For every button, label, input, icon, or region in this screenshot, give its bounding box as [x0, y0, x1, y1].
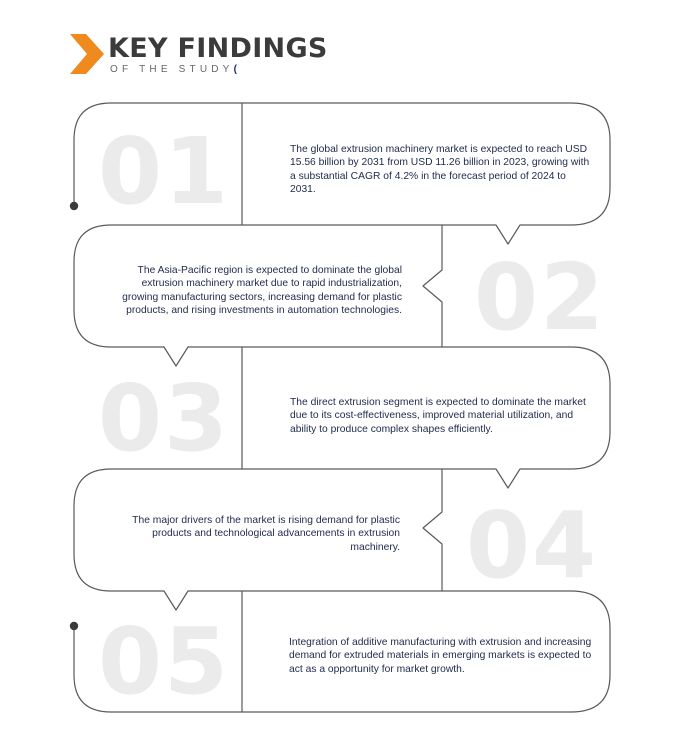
- finding-number-01: 01: [98, 118, 231, 225]
- page-title: KEY FINDINGS: [108, 33, 328, 64]
- finding-number-04: 04: [466, 492, 599, 599]
- page-subtitle: OF THE STUDY(: [110, 64, 237, 75]
- divider-02: [423, 225, 442, 347]
- finding-text-04: The major drivers of the market is rising demand for plastic products and technological advancements in extrusion machinery.: [132, 515, 400, 553]
- finding-text-01: The global extrusion machinery market is expected to reach USD 15.56 billion by 2031 from USD 11.26 billion in 2023, growing with a substantial CAGR of 4.2% in the forecast period of 2024 to 2031.: [290, 144, 590, 196]
- finding-text-05: Integration of additive manufacturing with extrusion and increasing demand for extruded materials in emerging markets is expected to act as a opportunity for market growth.: [289, 637, 592, 675]
- divider-04: [423, 469, 442, 591]
- end-dot: [70, 622, 78, 630]
- finding-text-02: The Asia-Pacific region is expected to dominate the global extrusion machinery market due to rapid industrialization, growing manufacturing sectors, increasing demand for plastic products, and rising investments in automation technologies.: [122, 265, 402, 317]
- finding-number-03: 03: [98, 365, 231, 472]
- finding-number-05: 05: [98, 608, 231, 715]
- start-dot: [70, 202, 78, 210]
- finding-number-02: 02: [474, 244, 607, 351]
- finding-text-03: The direct extrusion segment is expected to dominate the market due to its cost-effectiveness, improved material utilization, and ability to produce complex shapes efficiently.: [290, 397, 586, 435]
